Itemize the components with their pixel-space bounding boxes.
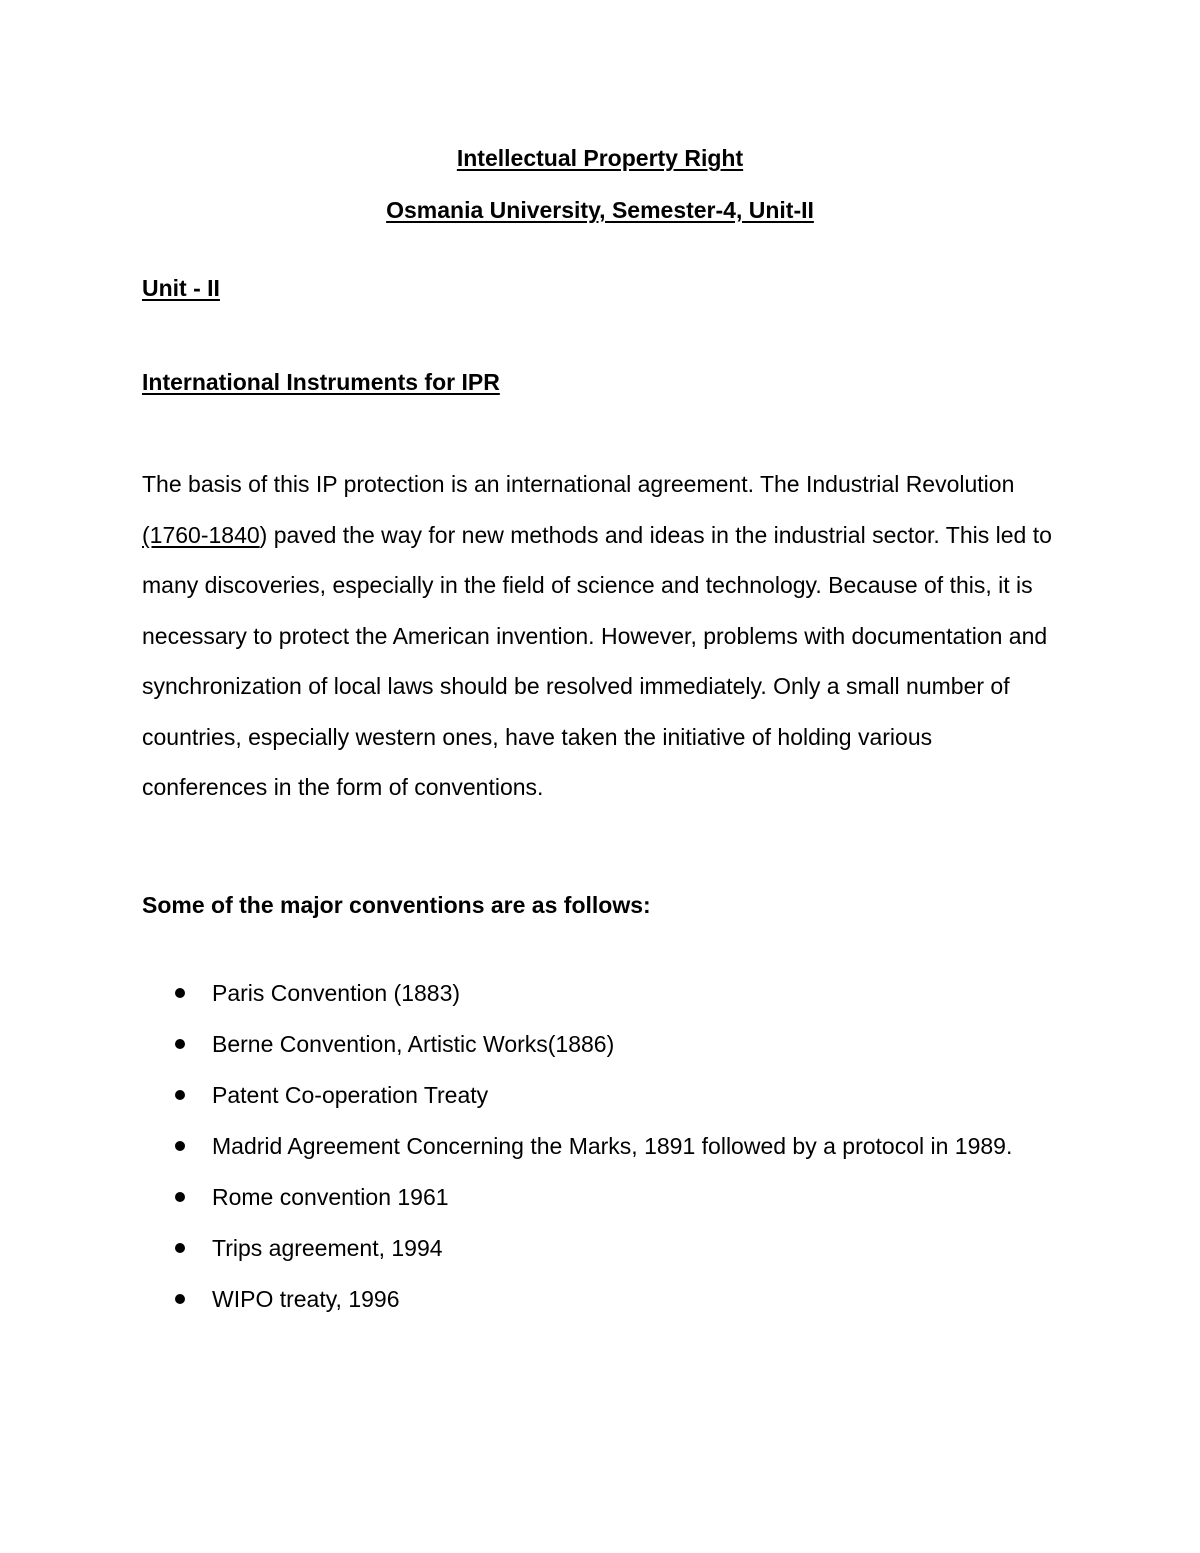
body-paragraph	[142, 459, 1062, 813]
list-item	[142, 1019, 1062, 1070]
bullet-icon	[175, 1039, 185, 1049]
bullet-icon	[175, 1192, 185, 1202]
list-item-text: Berne Convention, Artistic Works(1886)	[212, 1031, 615, 1057]
list-item-text: Trips agreement, 1994	[212, 1235, 443, 1261]
section-heading: International Instruments for IPR	[142, 369, 500, 395]
conventions-list	[142, 968, 1062, 1325]
list-item-text: Madrid Agreement Concerning the Marks, 1891 followed by a protocol in 1989.	[212, 1133, 1013, 1159]
paragraph-years: (1760-1840	[142, 521, 260, 548]
document-title: Intellectual Property Right	[456, 145, 744, 171]
paragraph-text-end: ) paved the way for new methods and ideas in the industrial sector. This led to many discoveries, especially in the field of science and technology. Because of this, it is necessary to protect the American invention. However, problems with documentation and synchronization of local laws should be resolved immediately. Only a small number of countries, especially western ones, have taken the initiative of holding various conferences in the form of conventions.	[142, 521, 1052, 800]
bullet-icon	[175, 1090, 185, 1100]
list-item	[142, 1121, 1062, 1172]
unit-heading: Unit - II	[142, 275, 220, 301]
document-subtitle: Osmania University, Semester-4, Unit-II	[386, 197, 814, 223]
list-item	[142, 1172, 1062, 1223]
list-item	[142, 1223, 1062, 1274]
list-item-text: WIPO treaty, 1996	[212, 1286, 400, 1312]
list-item-text: Rome convention 1961	[212, 1184, 449, 1210]
bullet-icon	[175, 988, 185, 998]
list-item-text: Paris Convention (1883)	[212, 980, 461, 1006]
paragraph-text-start: The basis of this IP protection is an international agreement. The Industrial Revolution	[142, 471, 1015, 497]
list-item-text: Patent Co-operation Treaty	[212, 1082, 489, 1108]
bullet-icon	[175, 1294, 185, 1304]
list-heading: Some of the major conventions are as follows:	[142, 892, 651, 918]
bullet-icon	[175, 1243, 185, 1253]
list-item	[142, 968, 1062, 1019]
list-item	[142, 1274, 1062, 1325]
list-item	[142, 1070, 1062, 1121]
bullet-icon	[175, 1141, 185, 1151]
